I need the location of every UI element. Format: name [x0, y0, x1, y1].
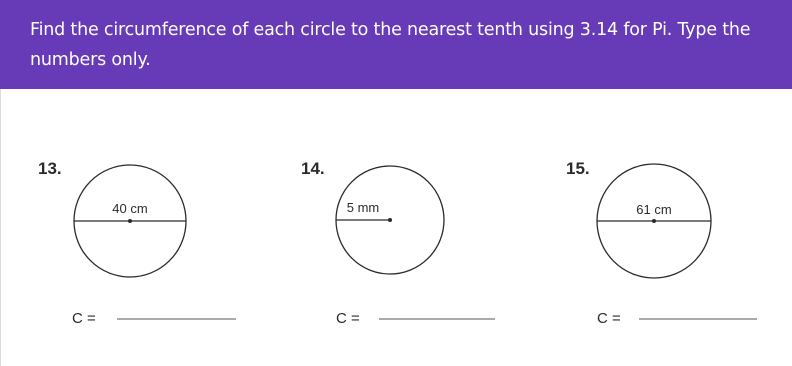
- center-point: [652, 219, 656, 223]
- problem-number: 13.: [38, 159, 62, 178]
- problem-14: [301, 159, 495, 327]
- measure-label: 5 mm: [346, 200, 380, 215]
- instructions-text: Find the circumference of each circle to the nearest tenth using 3.14 for Pi. Type the numbers only.: [30, 20, 751, 70]
- problem-15: [566, 159, 757, 327]
- problem-13: [38, 159, 236, 327]
- question-header: [0, 0, 792, 89]
- worksheet-figure: [1, 89, 792, 366]
- answer-label: C =: [336, 310, 360, 327]
- question-image: [0, 89, 792, 366]
- problem-number: 15.: [566, 159, 590, 178]
- answer-label: C =: [597, 310, 621, 327]
- measure-label: 40 cm: [112, 201, 148, 216]
- answer-label: C =: [72, 310, 96, 327]
- measure-label: 61 cm: [636, 202, 672, 217]
- problem-number: 14.: [301, 159, 325, 178]
- center-point: [388, 218, 392, 222]
- center-point: [128, 219, 132, 223]
